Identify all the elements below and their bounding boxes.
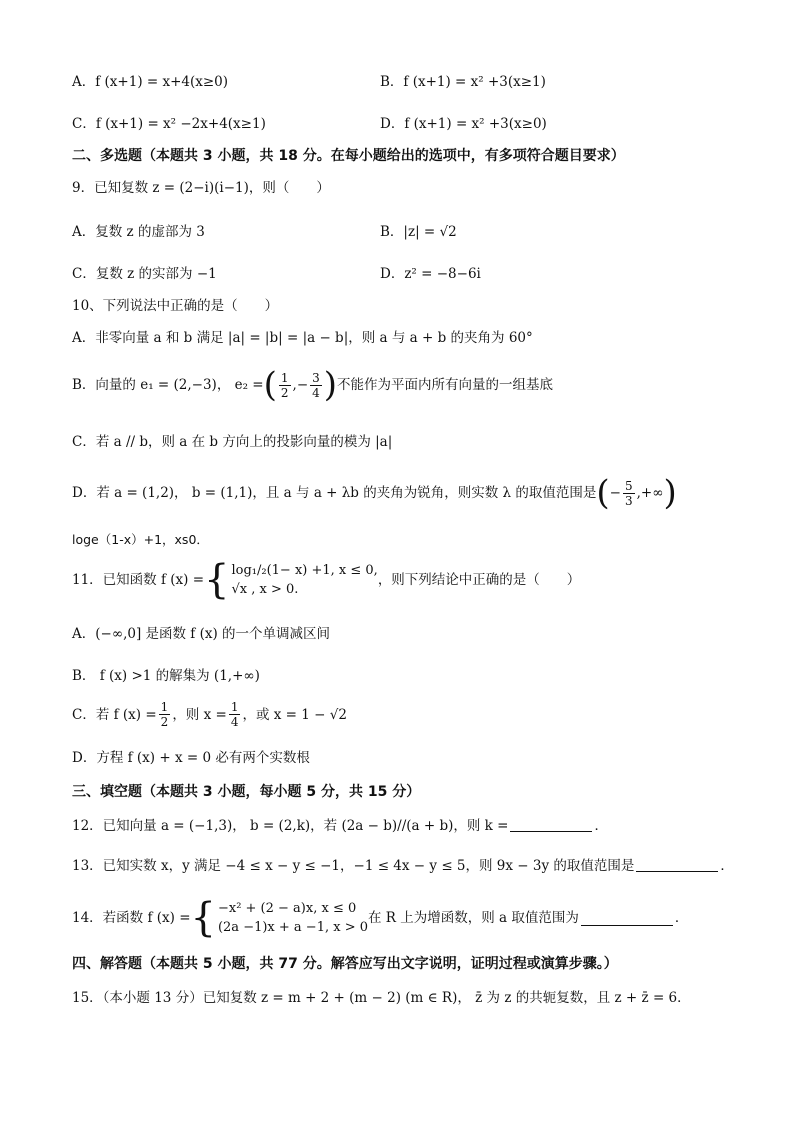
q12-text: 12．已知向量 a = (−1,3)， b = (2,k)，若 (2a − b)//(a + b)，则 k = <box>72 818 509 834</box>
q9-option-c: C．复数 z 的实部为 −1 <box>72 266 217 282</box>
case-2: (2a −1)x + a −1, x > 0 <box>217 920 368 935</box>
q11-stem-post: ，则下列结论中正确的是（ ） <box>377 572 581 588</box>
comma-minus: ,− <box>292 377 309 393</box>
q10-option-d-pre: D．若 a = (1,2)， b = (1,1)，且 a 与 a + λb 的夹角为锐角，则实数 λ 的取值范围是 <box>72 485 597 501</box>
q10-option-b-post: 不能作为平面内所有向量的一组基底 <box>337 377 554 393</box>
q9-option-b: B．|z| = √2 <box>380 224 457 240</box>
q13 <box>72 856 734 876</box>
q10-option-b <box>72 365 554 405</box>
q11-option-c <box>72 700 347 729</box>
q11-option-a: A．(−∞,0] 是函数 f (x) 的一个单调减区间 <box>72 626 331 642</box>
brace: { <box>204 557 230 603</box>
brace: { <box>190 895 216 941</box>
case-2: √x , x > 0. <box>231 582 299 597</box>
minus: − <box>609 485 621 501</box>
q13-text: 13．已知实数 x，y 满足 −4 ≤ x − y ≤ −1，−1 ≤ 4x − y ≤ 5，则 9x − 3y 的取值范围是 <box>72 858 635 874</box>
fraction: $\frac{1}{2}$ <box>160 700 169 729</box>
q8-option-a: A．f (x+1) = x+4(x≥0) <box>72 74 229 90</box>
q9-option-d: D．z² = −8−6i <box>380 266 481 282</box>
q9-stem: 9．已知复数 z = (2−i)(i−1)，则（ ） <box>72 180 330 196</box>
q14-text-pre: 14．若函数 f (x) = <box>72 910 191 926</box>
q9-option-a: A．复数 z 的虚部为 3 <box>72 224 205 240</box>
right-paren: ) <box>663 473 677 513</box>
period: ． <box>674 910 689 926</box>
answer-blank[interactable] <box>581 911 673 926</box>
q15-stem: 15．（本小题 13 分）已知复数 z = m + 2 + (m − 2) (m ∈ R)， z̄ 为 z 的共轭复数，且 z + z̄ = 6． <box>72 990 691 1006</box>
q11-option-c-mid: ，则 x = <box>172 706 227 723</box>
q10-option-a: A．非零向量 a 和 b 满足 |a| = |b| = |a − b|，则 a 与 a + b 的夹角为 60° <box>72 330 533 346</box>
answer-blank[interactable] <box>636 857 718 872</box>
piecewise-function <box>190 895 368 941</box>
q14 <box>72 895 689 941</box>
q8-option-c: C．f (x+1) = x² −2x+4(x≥1) <box>72 116 266 132</box>
q11-option-d: D．方程 f (x) + x = 0 必有两个实数根 <box>72 750 310 766</box>
q8-option-b: B．f (x+1) = x² +3(x≥1) <box>380 74 546 90</box>
section-heading-fill-in: 三、填空题（本题共 3 小题，每小题 5 分，共 15 分） <box>72 784 421 800</box>
q11-option-b: B． f (x) >1 的解集为 (1,+∞) <box>72 668 260 684</box>
section-heading-free-response: 四、解答题（本题共 5 小题，共 77 分。解答应写出文字说明，证明过程或演算步骤。） <box>72 956 618 972</box>
q11-option-c-post: ，或 x = 1 − √2 <box>242 706 347 723</box>
piecewise-function <box>204 557 378 603</box>
q11-option-c-pre: C．若 f (x) = <box>72 706 157 723</box>
q14-text-post: 在 R 上为增函数，则 a 取值范围为 <box>368 910 579 926</box>
period: ． <box>720 858 734 874</box>
case-1: −x² + (2 − a)x, x ≤ 0 <box>217 901 357 916</box>
stray-ocr-text: loge（1-x）+1，xs0． <box>72 532 209 547</box>
q10-option-d <box>72 473 677 513</box>
q11-stem <box>72 557 581 603</box>
fraction: $\frac{1}{2}$ <box>280 370 289 400</box>
fraction: $\frac{5}{3}$ <box>624 478 633 508</box>
q12 <box>72 816 608 836</box>
left-paren: ( <box>596 473 610 513</box>
answer-blank[interactable] <box>510 817 592 832</box>
fraction: $\frac{3}{4}$ <box>312 370 320 400</box>
q10-option-c: C．若 a // b，则 a 在 b 方向上的投影向量的模为 |a| <box>72 434 393 450</box>
q10-stem: 10、下列说法中正确的是（ ） <box>72 298 279 314</box>
left-paren: ( <box>263 365 277 405</box>
section-heading-multiple-choice: 二、多选题（本题共 3 小题，共 18 分。在每小题给出的选项中，有多项符合题目要求） <box>72 148 625 164</box>
fraction: $\frac{1}{4}$ <box>230 700 239 729</box>
q8-option-d: D．f (x+1) = x² +3(x≥0) <box>380 116 547 132</box>
case-1: log₁/₂(1− x) +1, x ≤ 0, <box>231 563 378 578</box>
right-paren: ) <box>323 365 338 405</box>
period: ． <box>594 818 608 834</box>
q10-option-d-tail: ,+∞ <box>636 485 664 501</box>
q10-option-b-pre: B．向量的 e₁ = (2,−3)， e₂ = <box>72 377 264 393</box>
q11-stem-pre: 11．已知函数 f (x) = <box>72 572 205 588</box>
